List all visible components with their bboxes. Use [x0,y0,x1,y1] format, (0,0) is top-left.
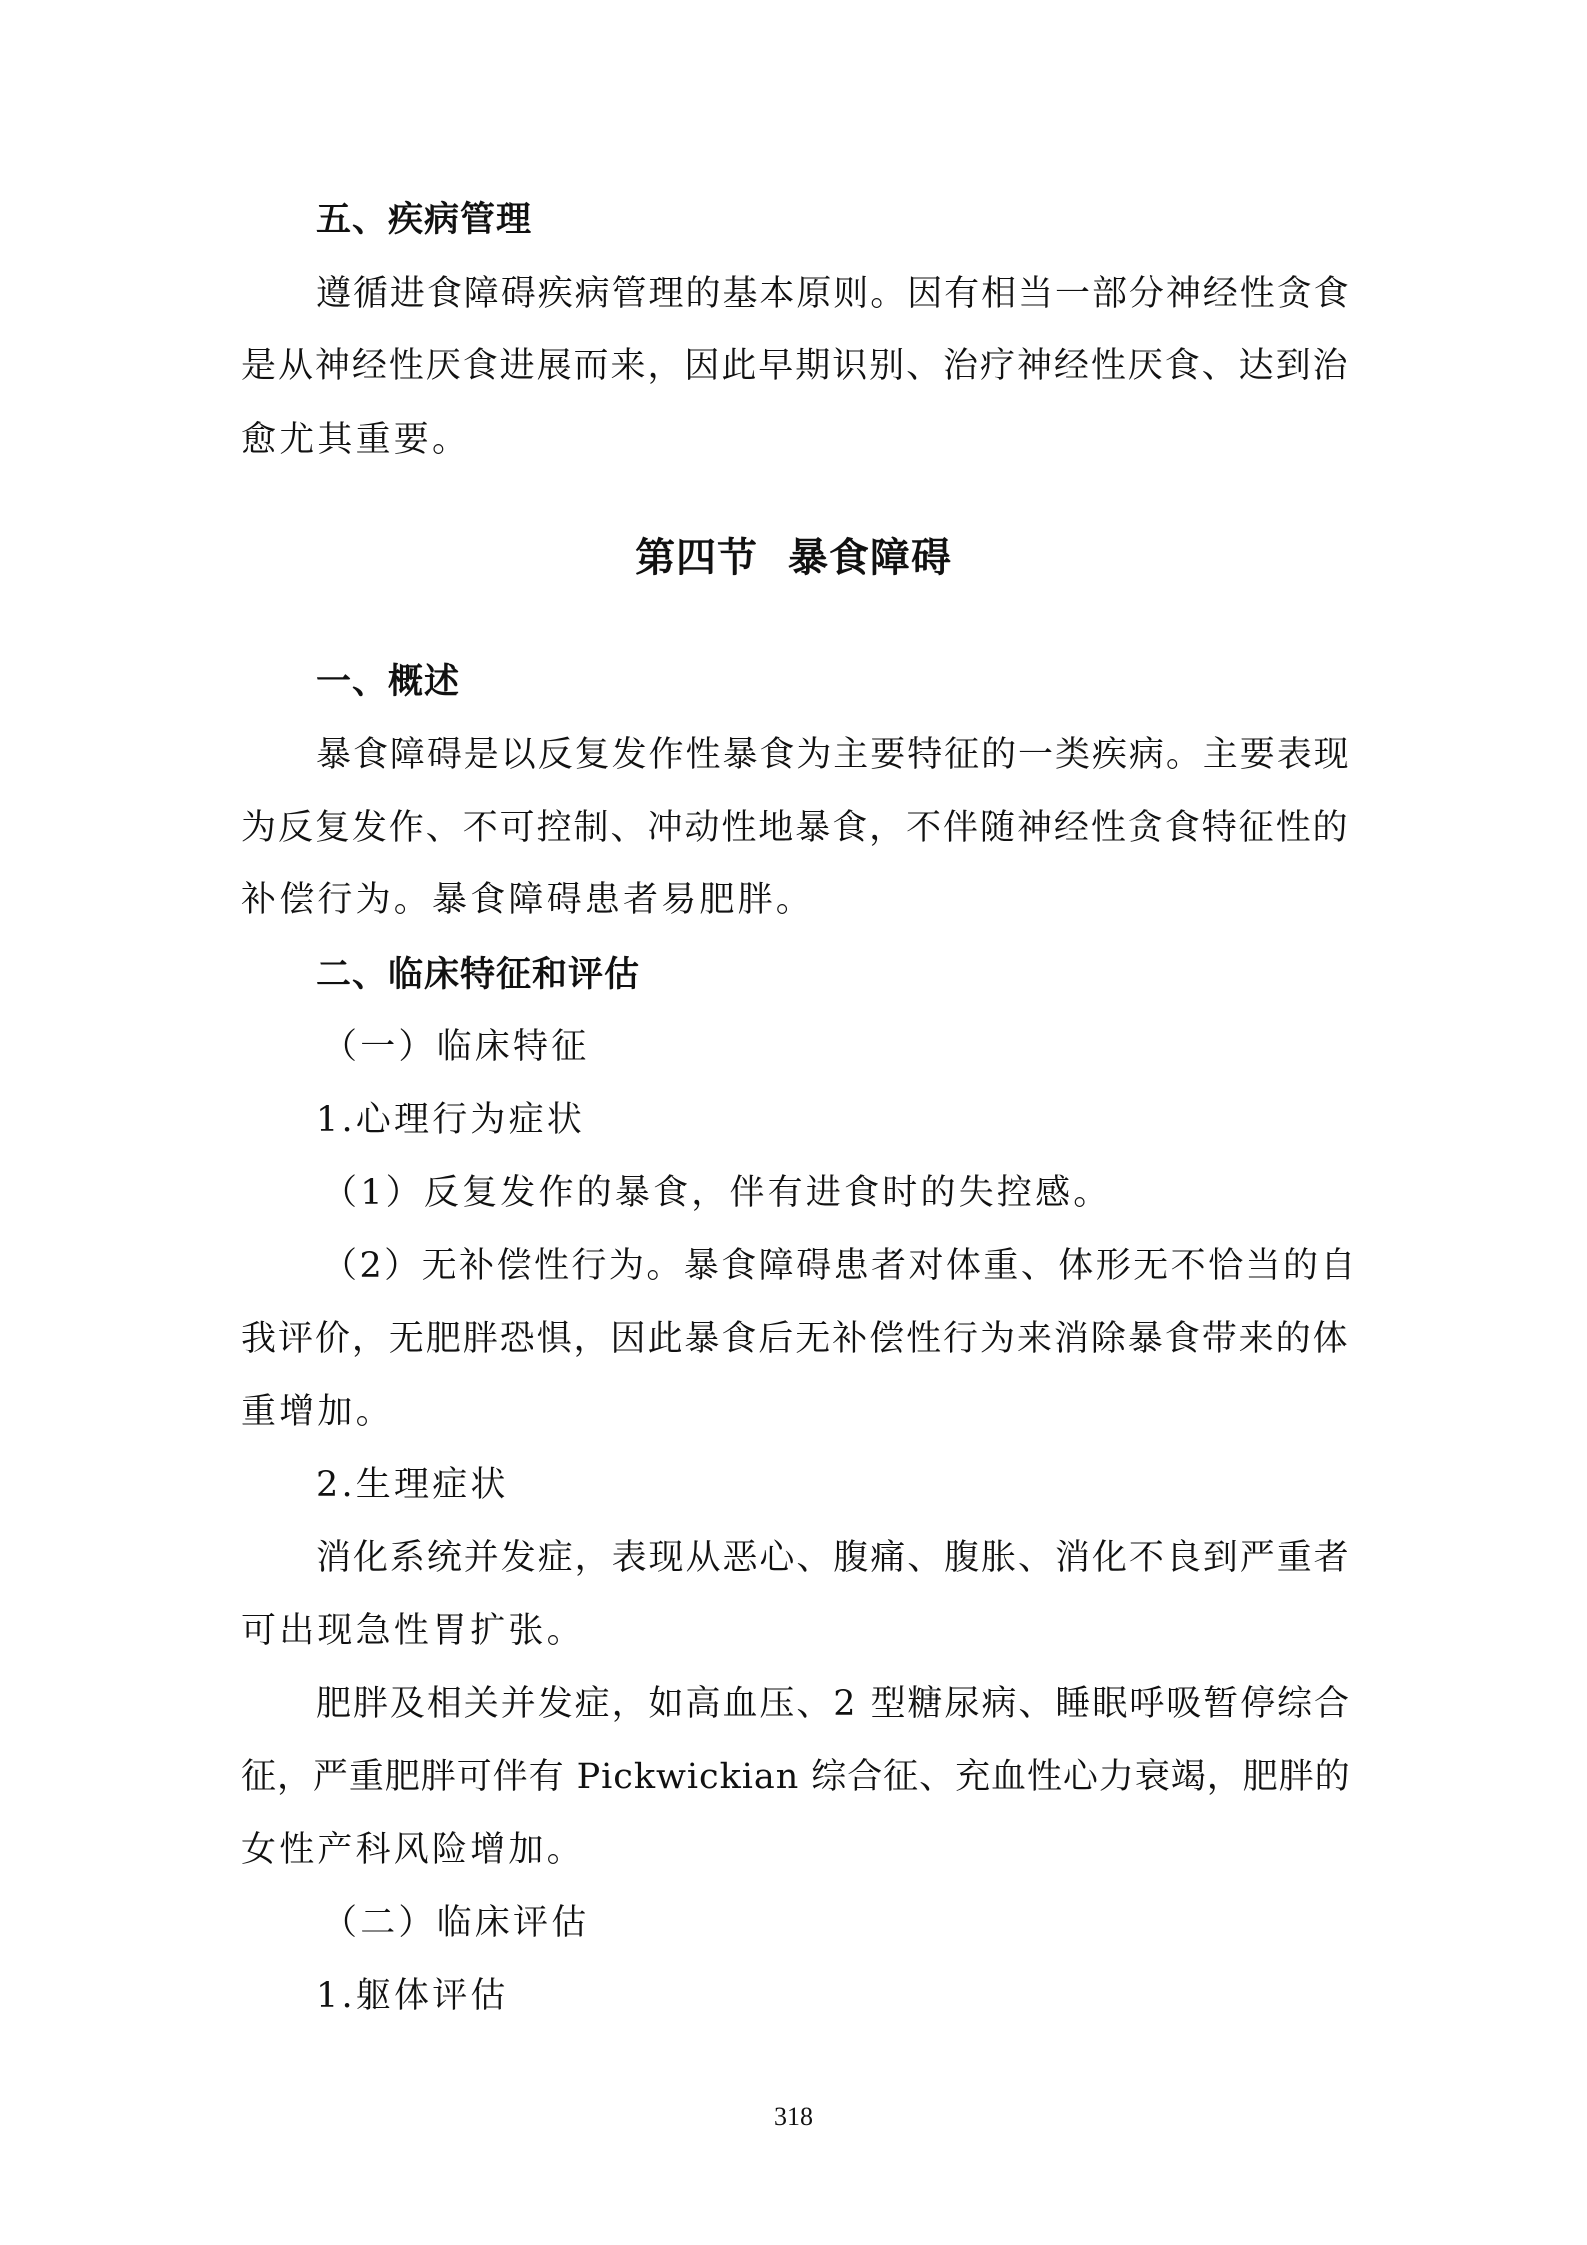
paragraph-line: 消化系统并发症，表现从恶心、腹痛、腹胀、消化不良到严重者 [316,1538,1351,1578]
page-number: 318 [774,2102,813,2131]
paragraph-line: 女性产科风险增加。 [241,1830,585,1870]
chapter-title: 第四节 暴食障碍 [635,535,952,581]
paragraph-line: 为反复发作、不可控制、冲动性地暴食，不伴随神经性贪食特征性的 [241,808,1350,848]
paragraph-line: 征，严重肥胖可伴有 Pickwickian 综合征、充血性心力衰竭，肥胖的 [241,1757,1351,1797]
paragraph-line: 是从神经性厌食进展而来，因此早期识别、治疗神经性厌食、达到治 [241,346,1350,386]
subheading-clinical-features: （一）临床特征 [322,1027,590,1067]
paragraph-line: 遵循进食障碍疾病管理的基本原则。因有相当一部分神经性贪食 [316,274,1351,314]
paragraph-line: 暴食障碍是以反复发作性暴食为主要特征的一类疾病。主要表现 [316,735,1351,775]
list-item-heading: 2.生理症状 [316,1465,509,1505]
paragraph-line: 重增加。 [241,1392,394,1432]
paragraph-line: 肥胖及相关并发症，如高血压、2 型糖尿病、睡眠呼吸暂停综合 [316,1684,1351,1724]
section-heading-clinical: 二、临床特征和评估 [316,955,641,995]
paragraph-line: 我评价，无肥胖恐惧，因此暴食后无补偿性行为来消除暴食带来的体 [241,1319,1350,1359]
list-item-heading: 1.躯体评估 [316,1976,509,2016]
list-item-heading: 1.心理行为症状 [316,1100,585,1140]
subheading-clinical-assessment: （二）临床评估 [322,1903,590,1943]
list-point: （1）反复发作的暴食，伴有进食时的失控感。 [322,1173,1112,1213]
list-point: （2）无补偿性行为。暴食障碍患者对体重、体形无不恰当的自 [322,1246,1358,1286]
paragraph-line: 补偿行为。暴食障碍患者易肥胖。 [241,880,815,920]
section-heading-disease-management: 五、疾病管理 [316,200,533,240]
paragraph-line: 可出现急性胃扩张。 [241,1611,585,1651]
paragraph-line: 愈尤其重要。 [241,420,471,460]
section-heading-overview: 一、概述 [316,662,461,702]
